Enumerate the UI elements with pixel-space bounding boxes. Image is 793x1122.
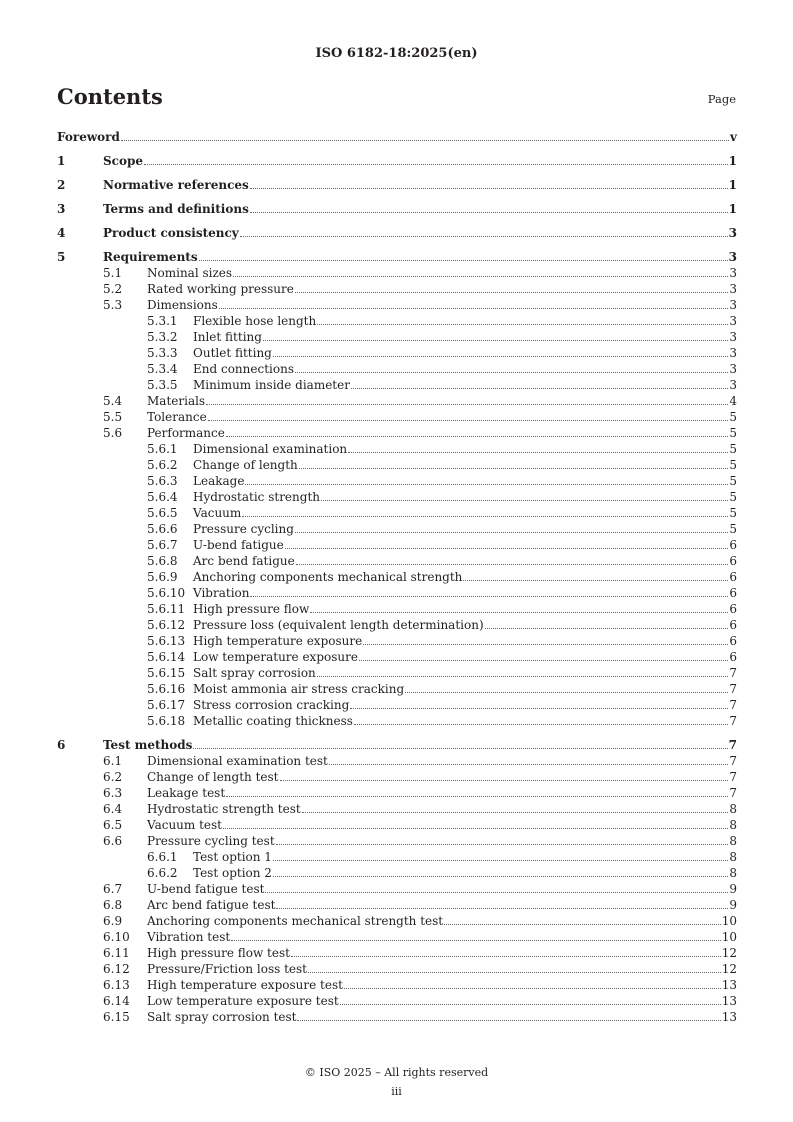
toc-entry-number: 3 xyxy=(57,202,66,216)
toc-entry-title[interactable]: Change of length test xyxy=(147,770,279,784)
toc-entry-number: 6.14 xyxy=(103,994,130,1008)
toc-entry-title[interactable]: Foreword xyxy=(57,130,120,144)
toc-entry[interactable] xyxy=(57,785,737,801)
toc-entry-page: 10 xyxy=(721,930,737,944)
toc-entry-number: 6.10 xyxy=(103,930,130,944)
toc-entry-page: 1 xyxy=(728,154,737,168)
dot-leader xyxy=(321,489,728,501)
toc-entry-number: 5.6.11 xyxy=(147,602,186,616)
dot-leader xyxy=(405,681,728,693)
toc-entry[interactable] xyxy=(57,833,737,849)
toc-entry-page: 6 xyxy=(729,586,737,600)
toc-entry-number: 5.6.17 xyxy=(147,698,186,712)
dot-leader xyxy=(340,993,721,1005)
dot-leader xyxy=(250,201,728,213)
dot-leader xyxy=(295,281,729,293)
dot-leader xyxy=(299,457,729,469)
toc-entry-title[interactable]: Hydrostatic strength xyxy=(193,490,320,504)
toc-entry-number: 6.9 xyxy=(103,914,123,928)
dot-leader xyxy=(329,753,728,765)
toc-entry-page: 3 xyxy=(729,266,737,280)
toc-entry-number: 6 xyxy=(57,738,66,752)
toc-entry-title[interactable]: U-bend fatigue xyxy=(193,538,284,552)
toc-entry-title[interactable]: Pressure loss (equivalent length determination) xyxy=(193,618,484,632)
toc-entry-title[interactable]: Rated working pressure xyxy=(147,282,294,296)
toc-entry-title[interactable]: Product consistency xyxy=(103,226,239,240)
toc-entry-page: 10 xyxy=(721,914,737,928)
toc-entry-page: 8 xyxy=(729,818,737,832)
dot-leader xyxy=(263,329,728,341)
toc-entry[interactable] xyxy=(57,521,737,537)
toc-entry-title[interactable]: Test methods xyxy=(103,738,193,752)
toc-entry-number: 5.1 xyxy=(103,266,123,280)
toc-entry-number: 6.4 xyxy=(103,802,123,816)
toc-entry-page: 7 xyxy=(728,738,737,752)
toc-entry-page: 7 xyxy=(729,666,737,680)
toc-entry-number: 5.6.4 xyxy=(147,490,178,504)
toc-entry-title[interactable]: Pressure cycling test xyxy=(147,834,275,848)
toc-entry-title[interactable]: Metallic coating thickness xyxy=(193,714,353,728)
toc-entry-page: 3 xyxy=(729,314,737,328)
toc-entry-number: 6.12 xyxy=(103,962,130,976)
toc-entry-page: 3 xyxy=(728,226,737,240)
dot-leader xyxy=(463,569,728,581)
toc-entry-page: 7 xyxy=(729,682,737,696)
toc-entry-page: 3 xyxy=(729,330,737,344)
toc-entry[interactable] xyxy=(57,201,737,217)
toc-entry-number: 5 xyxy=(57,250,66,264)
toc-entry-number: 5.6.3 xyxy=(147,474,178,488)
toc-entry-title[interactable]: High pressure flow xyxy=(193,602,310,616)
toc-entry[interactable] xyxy=(57,569,737,585)
toc-entry-title[interactable]: Vibration xyxy=(193,586,250,600)
toc-entry-title[interactable]: Anchoring components mechanical strength test xyxy=(147,914,444,928)
toc-entry-number: 5.6.13 xyxy=(147,634,186,648)
toc-entry[interactable] xyxy=(57,993,737,1009)
toc-entry-title[interactable]: Tolerance xyxy=(147,410,207,424)
toc-entry[interactable] xyxy=(57,649,737,665)
toc-entry-number: 6.7 xyxy=(103,882,123,896)
table-of-contents xyxy=(57,129,737,1025)
dot-leader xyxy=(280,769,729,781)
toc-entry-page: 6 xyxy=(729,538,737,552)
toc-entry-title[interactable]: Test option 1 xyxy=(193,850,272,864)
toc-entry-title[interactable]: Terms and definitions xyxy=(103,202,249,216)
toc-entry-page: 13 xyxy=(721,1010,737,1024)
toc-entry-page: 3 xyxy=(729,346,737,360)
toc-entry-number: 5.6.16 xyxy=(147,682,186,696)
toc-entry-number: 6.3 xyxy=(103,786,123,800)
toc-entry-title[interactable]: Leakage xyxy=(193,474,245,488)
dot-leader xyxy=(444,913,721,925)
toc-entry-number: 5.6.12 xyxy=(147,618,186,632)
toc-entry-title[interactable]: Stress corrosion cracking xyxy=(193,698,350,712)
toc-entry-number: 6.6 xyxy=(103,834,123,848)
toc-entry-number: 5.2 xyxy=(103,282,123,296)
toc-entry-page: 1 xyxy=(728,178,737,192)
toc-entry[interactable] xyxy=(57,281,737,297)
dot-leader xyxy=(245,473,728,485)
toc-entry-page: 5 xyxy=(729,522,737,536)
toc-entry-number: 2 xyxy=(57,178,66,192)
toc-entry-title[interactable]: Performance xyxy=(147,426,225,440)
dot-leader xyxy=(273,345,728,357)
dot-leader xyxy=(276,833,729,845)
toc-entry-title[interactable]: Hydrostatic strength test xyxy=(147,802,301,816)
toc-entry-page: 9 xyxy=(729,898,737,912)
toc-entry[interactable] xyxy=(57,473,737,489)
dot-leader xyxy=(317,313,728,325)
toc-entry-number: 5.6.14 xyxy=(147,650,186,664)
dot-leader xyxy=(285,537,729,549)
dot-leader xyxy=(273,865,728,877)
toc-entry-page: 6 xyxy=(729,570,737,584)
toc-entry-number: 5.3.4 xyxy=(147,362,178,376)
dot-leader xyxy=(250,585,728,597)
toc-entry[interactable] xyxy=(57,865,737,881)
toc-entry-title[interactable]: Low temperature exposure test xyxy=(147,994,339,1008)
dot-leader xyxy=(317,665,729,677)
toc-entry-title[interactable]: Materials xyxy=(147,394,206,408)
toc-entry-title[interactable]: Dimensional examination test xyxy=(147,754,328,768)
toc-entry-title[interactable]: High temperature exposure xyxy=(193,634,363,648)
toc-entry-page: 5 xyxy=(729,506,737,520)
toc-entry-page: 5 xyxy=(729,490,737,504)
dot-leader xyxy=(363,633,728,645)
toc-entry-page: 7 xyxy=(729,786,737,800)
toc-entry-number: 5.3 xyxy=(103,298,123,312)
toc-entry-page: 3 xyxy=(729,378,737,392)
dot-leader xyxy=(231,929,721,941)
toc-entry-page: 6 xyxy=(729,634,737,648)
toc-entry-page: 6 xyxy=(729,602,737,616)
dot-leader xyxy=(308,961,721,973)
dot-leader xyxy=(199,249,728,261)
toc-entry-page: 1 xyxy=(728,202,737,216)
toc-entry-number: 5.4 xyxy=(103,394,123,408)
toc-entry[interactable] xyxy=(57,769,737,785)
toc-entry-number: 5.6.10 xyxy=(147,586,186,600)
toc-entry-number: 5.6.8 xyxy=(147,554,178,568)
toc-entry[interactable] xyxy=(57,377,737,393)
document-header: ISO 6182-18:2025(en) xyxy=(315,46,478,61)
toc-entry-title[interactable]: Pressure cycling xyxy=(193,522,294,536)
toc-entry-title[interactable]: Scope xyxy=(103,154,144,168)
toc-entry-page: 5 xyxy=(729,442,737,456)
toc-entry-title[interactable]: Salt spray corrosion xyxy=(193,666,316,680)
toc-entry-title[interactable]: Moist ammonia air stress cracking xyxy=(193,682,405,696)
toc-entry[interactable] xyxy=(57,265,737,281)
toc-entry[interactable] xyxy=(57,633,737,649)
toc-entry-page: 6 xyxy=(729,554,737,568)
toc-entry[interactable] xyxy=(57,977,737,993)
toc-entry-title[interactable]: Normative references xyxy=(103,178,249,192)
toc-entry-page: 3 xyxy=(729,362,737,376)
toc-entry-page: 8 xyxy=(729,866,737,880)
toc-entry-number: 6.11 xyxy=(103,946,130,960)
toc-entry-page: 8 xyxy=(729,834,737,848)
dot-leader xyxy=(344,977,721,989)
toc-entry-page: 5 xyxy=(729,410,737,424)
toc-entry[interactable] xyxy=(57,913,737,929)
toc-entry-page: 12 xyxy=(721,962,737,976)
toc-entry[interactable] xyxy=(57,537,737,553)
toc-entry-number: 5.6.6 xyxy=(147,522,178,536)
toc-entry-title[interactable]: Arc bend fatigue xyxy=(193,554,295,568)
toc-entry[interactable] xyxy=(57,153,737,169)
toc-entry-title[interactable]: Flexible hose length xyxy=(193,314,317,328)
copyright-footer: © ISO 2025 – All rights reserved xyxy=(304,1066,489,1079)
toc-entry[interactable] xyxy=(57,553,737,569)
toc-entry-number: 5.3.2 xyxy=(147,330,178,344)
toc-entry[interactable] xyxy=(57,505,737,521)
toc-entry-page: v xyxy=(730,130,737,144)
dot-leader xyxy=(265,881,728,893)
dot-leader xyxy=(295,361,728,373)
toc-entry[interactable] xyxy=(57,617,737,633)
toc-entry[interactable] xyxy=(57,849,737,865)
toc-entry[interactable] xyxy=(57,697,737,713)
dot-leader xyxy=(208,409,729,421)
dot-leader xyxy=(250,177,728,189)
dot-leader xyxy=(273,849,728,861)
toc-entry-title[interactable]: Inlet fitting xyxy=(193,330,262,344)
dot-leader xyxy=(359,649,728,661)
toc-entry[interactable] xyxy=(57,737,737,753)
dot-leader xyxy=(276,897,728,909)
toc-entry[interactable] xyxy=(57,297,737,313)
toc-entry-page: 6 xyxy=(729,618,737,632)
toc-entry-page: 5 xyxy=(729,458,737,472)
toc-entry[interactable] xyxy=(57,1009,737,1025)
dot-leader xyxy=(242,505,728,517)
toc-entry-page: 7 xyxy=(729,754,737,768)
toc-entry-title[interactable]: Low temperature exposure xyxy=(193,650,358,664)
toc-entry-page: 5 xyxy=(729,474,737,488)
toc-entry-title[interactable]: High pressure flow test xyxy=(147,946,290,960)
toc-entry-page: 8 xyxy=(729,850,737,864)
toc-entry-page: 3 xyxy=(729,298,737,312)
toc-entry[interactable] xyxy=(57,249,737,265)
toc-entry-title[interactable]: Change of length xyxy=(193,458,298,472)
toc-entry-title[interactable]: Requirements xyxy=(103,250,198,264)
toc-entry-number: 1 xyxy=(57,154,66,168)
toc-entry-number: 5.3.5 xyxy=(147,378,178,392)
dot-leader xyxy=(348,441,728,453)
toc-entry[interactable] xyxy=(57,129,737,145)
toc-entry-page: 7 xyxy=(729,770,737,784)
toc-entry-title[interactable]: Leakage test xyxy=(147,786,226,800)
toc-entry-title[interactable]: Anchoring components mechanical strength xyxy=(193,570,463,584)
toc-entry-title[interactable]: Dimensional examination xyxy=(193,442,348,456)
toc-entry[interactable] xyxy=(57,817,737,833)
toc-entry-number: 4 xyxy=(57,226,66,240)
dot-leader xyxy=(297,1009,720,1021)
toc-entry-title[interactable]: Arc bend fatigue test xyxy=(147,898,276,912)
toc-entry-number: 6.2 xyxy=(103,770,123,784)
toc-entry[interactable] xyxy=(57,961,737,977)
toc-entry[interactable] xyxy=(57,881,737,897)
dot-leader xyxy=(485,617,729,629)
toc-entry-number: 6.1 xyxy=(103,754,123,768)
toc-entry-page: 7 xyxy=(729,698,737,712)
toc-entry-page: 3 xyxy=(729,282,737,296)
dot-leader xyxy=(302,801,729,813)
toc-entry-number: 6.8 xyxy=(103,898,123,912)
dot-leader xyxy=(219,297,729,309)
toc-entry[interactable] xyxy=(57,585,737,601)
dot-leader xyxy=(240,225,728,237)
toc-entry-number: 6.15 xyxy=(103,1010,130,1024)
toc-entry-number: 5.6.7 xyxy=(147,538,178,552)
toc-entry[interactable] xyxy=(57,897,737,913)
dot-leader xyxy=(226,425,729,437)
toc-entry-page: 7 xyxy=(729,714,737,728)
toc-entry-page: 4 xyxy=(729,394,737,408)
dot-leader xyxy=(296,553,729,565)
toc-entry[interactable] xyxy=(57,225,737,241)
toc-entry[interactable] xyxy=(57,329,737,345)
toc-entry-number: 5.6.5 xyxy=(147,506,178,520)
dot-leader xyxy=(351,377,728,389)
toc-entry[interactable] xyxy=(57,457,737,473)
toc-entry-page: 6 xyxy=(729,650,737,664)
toc-entry[interactable] xyxy=(57,489,737,505)
toc-entry-page: 3 xyxy=(728,250,737,264)
toc-entry-number: 5.6.9 xyxy=(147,570,178,584)
toc-entry-number: 5.6 xyxy=(103,426,123,440)
dot-leader xyxy=(121,129,729,141)
toc-entry-page: 13 xyxy=(721,994,737,1008)
toc-entry-page: 13 xyxy=(721,978,737,992)
toc-entry-number: 6.5 xyxy=(103,818,123,832)
toc-entry-number: 5.6.15 xyxy=(147,666,186,680)
toc-entry[interactable] xyxy=(57,393,737,409)
toc-entry-title[interactable]: High temperature exposure test xyxy=(147,978,343,992)
toc-entry-page: 9 xyxy=(729,882,737,896)
page-title: Contents xyxy=(57,84,163,109)
toc-entry-page: 5 xyxy=(729,426,737,440)
toc-entry-title[interactable]: Salt spray corrosion test xyxy=(147,1010,297,1024)
toc-entry[interactable] xyxy=(57,409,737,425)
toc-entry-title[interactable]: Vacuum xyxy=(193,506,242,520)
toc-entry-number: 5.6.1 xyxy=(147,442,178,456)
toc-entry-page: 12 xyxy=(721,946,737,960)
toc-entry[interactable] xyxy=(57,801,737,817)
toc-entry-number: 5.6.18 xyxy=(147,714,186,728)
toc-entry-title[interactable]: Vacuum test xyxy=(147,818,222,832)
dot-leader xyxy=(295,521,728,533)
toc-entry[interactable] xyxy=(57,425,737,441)
toc-entry-page: 8 xyxy=(729,802,737,816)
dot-leader xyxy=(193,737,727,749)
toc-entry[interactable] xyxy=(57,665,737,681)
toc-entry[interactable] xyxy=(57,753,737,769)
toc-entry[interactable] xyxy=(57,361,737,377)
page-number: iii xyxy=(391,1085,402,1098)
toc-entry[interactable] xyxy=(57,345,737,361)
toc-entry-title[interactable]: Outlet fitting xyxy=(193,346,272,360)
toc-entry-title[interactable]: Test option 2 xyxy=(193,866,272,880)
toc-entry[interactable] xyxy=(57,929,737,945)
dot-leader xyxy=(144,153,728,165)
toc-entry-number: 5.3.3 xyxy=(147,346,178,360)
toc-entry-number: 5.3.1 xyxy=(147,314,178,328)
toc-entry-title[interactable]: U-bend fatigue test xyxy=(147,882,265,896)
toc-entry-title[interactable]: Minimum inside diameter xyxy=(193,378,350,392)
toc-entry[interactable] xyxy=(57,313,737,329)
dot-leader xyxy=(233,265,728,277)
toc-entry[interactable] xyxy=(57,177,737,193)
dot-leader xyxy=(226,785,728,797)
toc-entry-number: 6.13 xyxy=(103,978,130,992)
toc-entry-number: 5.5 xyxy=(103,410,123,424)
toc-entry-title[interactable]: Dimensions xyxy=(147,298,218,312)
toc-entry-number: 6.6.2 xyxy=(147,866,178,880)
page-column-label: Page xyxy=(707,92,736,106)
dot-leader xyxy=(350,697,728,709)
dot-leader xyxy=(291,945,721,957)
toc-entry[interactable] xyxy=(57,601,737,617)
toc-entry[interactable] xyxy=(57,441,737,457)
toc-entry-title[interactable]: End connections xyxy=(193,362,294,376)
dot-leader xyxy=(310,601,728,613)
dot-leader xyxy=(223,817,728,829)
toc-entry[interactable] xyxy=(57,945,737,961)
toc-entry-number: 6.6.1 xyxy=(147,850,178,864)
dot-leader xyxy=(206,393,728,405)
toc-entry[interactable] xyxy=(57,681,737,697)
toc-entry-title[interactable]: Vibration test xyxy=(147,930,231,944)
toc-entry-number: 5.6.2 xyxy=(147,458,178,472)
toc-entry-title[interactable]: Pressure/Friction loss test xyxy=(147,962,307,976)
toc-entry[interactable] xyxy=(57,713,737,729)
toc-entry-title[interactable]: Nominal sizes xyxy=(147,266,233,280)
dot-leader xyxy=(354,713,728,725)
